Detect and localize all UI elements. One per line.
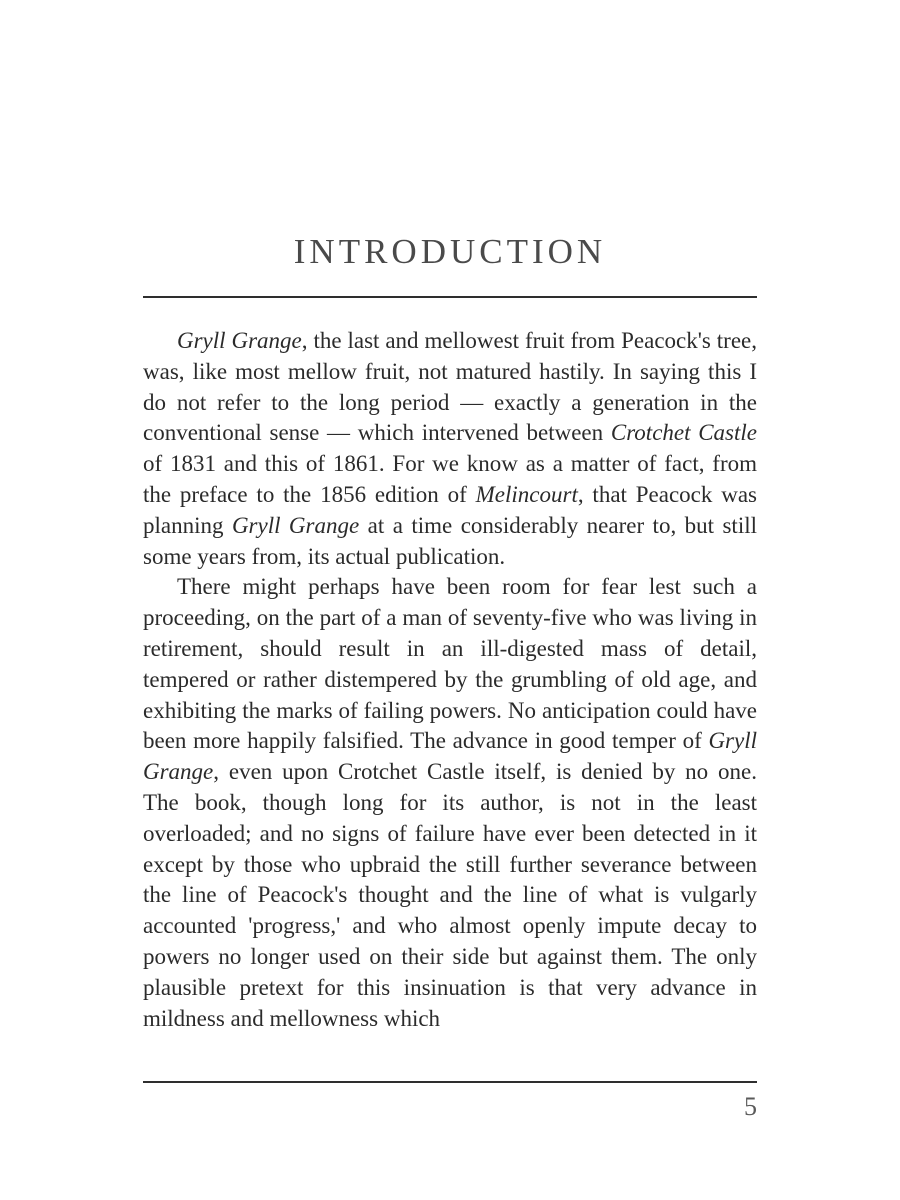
- italic-title: Gryll Grange: [177, 328, 302, 353]
- italic-title: Melincourt: [475, 481, 578, 507]
- text-run: There might perhaps have been room for fear lest such a proceeding, on the part of a man of seventy-five who was living in retirement, should result in an ill-digested mass of detail, tempered or rather distempered by the grumbling of old age, and exhibiting the marks of failing powers. No anticipation could have been more happily falsified. The advance in good temper of: [143, 574, 757, 754]
- italic-title: Gryll Grange: [143, 728, 757, 785]
- text-run: , that Peacock was planning: [143, 481, 757, 538]
- text-run: , even upon Crotchet Castle itself, is denied by no one. The book, though long for its author, is not in the least overloaded; and no signs of failure have ever been detected in it except by those who upbraid the still further severance between the line of Peacock's thought and the line of what is vulgarly accounted 'progress,' and who almost openly impute decay to powers no longer used on their side but against them. The only plausible pretext for this insinuation is that very advance in mildness and mellowness which: [143, 759, 757, 1031]
- top-rule: [143, 296, 757, 298]
- italic-title: Crotchet Castle: [610, 420, 757, 446]
- paragraph: [143, 326, 757, 572]
- italic-title: Gryll Grange: [231, 512, 360, 538]
- paragraph: [143, 572, 757, 1034]
- text-run: , the last and mellowest fruit from Peacock's tree, was, like most mellow fruit, not matured hastily. In saying this I do not refer to the long period — exactly a generation in the conventional sense — which intervened between: [143, 328, 758, 446]
- body-text: [143, 326, 757, 1034]
- bottom-rule: [143, 1081, 757, 1083]
- text-run: of 1831 and this of 1861. For we know as a matter of fact, from the preface to the 1856 edition of: [143, 451, 757, 507]
- chapter-heading: INTRODUCTION: [293, 232, 607, 271]
- text-run: at a time considerably nearer to, but still some years from, its actual publication.: [143, 512, 757, 569]
- page-number: 5: [744, 1092, 757, 1121]
